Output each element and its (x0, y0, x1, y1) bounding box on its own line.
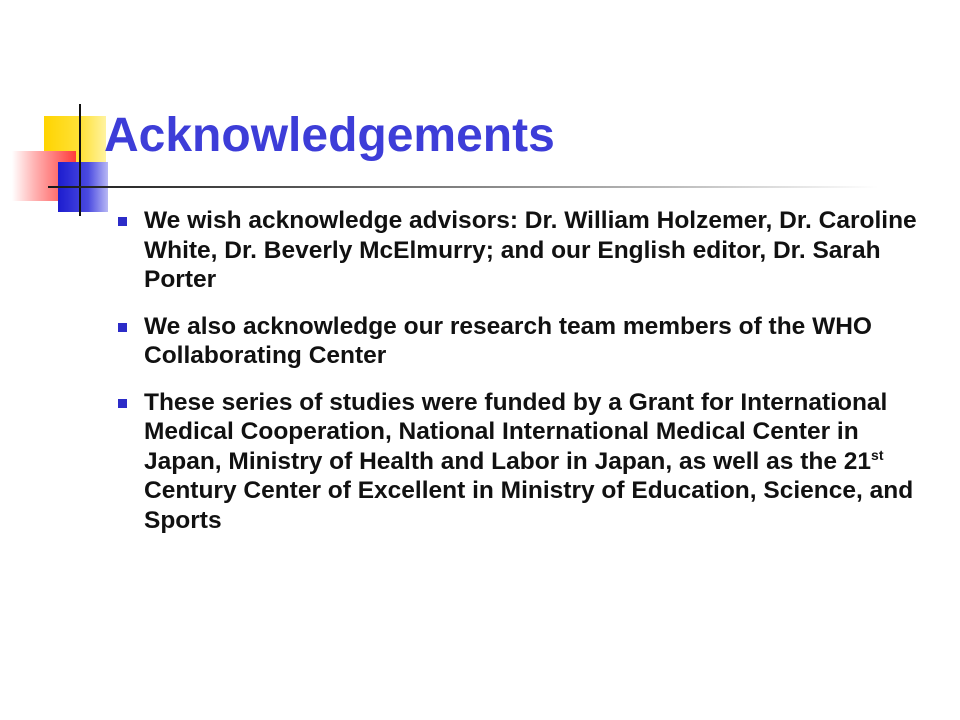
bullet-item-research-team (118, 312, 918, 371)
bullet-item-funding (118, 388, 918, 536)
slide-title: Acknowledgements (104, 109, 555, 162)
bullet-superscript: st (871, 446, 884, 463)
square-bullet-icon (118, 399, 127, 408)
decorative-vertical-line (79, 104, 81, 216)
bullet-list (118, 206, 918, 552)
square-bullet-icon (118, 323, 127, 332)
title-underline (48, 186, 878, 188)
square-bullet-icon (118, 217, 127, 226)
bullet-text: We also acknowledge our research team members of the WHO Collaborating Center (144, 312, 872, 369)
bullet-text-before: These series of studies were funded by a Grant for International Medical Cooperation, National International Medical Center in Japan, Ministry of Health and Labor in Japan, as well as the 21 (144, 388, 888, 475)
bullet-text: We wish acknowledge advisors: Dr. William Holzemer, Dr. Caroline White, Dr. Beverly McElmurry; and our English editor, Dr. Sarah Porter (144, 207, 917, 293)
bullet-text-after: Century Center of Excellent in Ministry of Education, Science, and Sports (144, 477, 914, 534)
bullet-item-advisors (118, 206, 918, 295)
